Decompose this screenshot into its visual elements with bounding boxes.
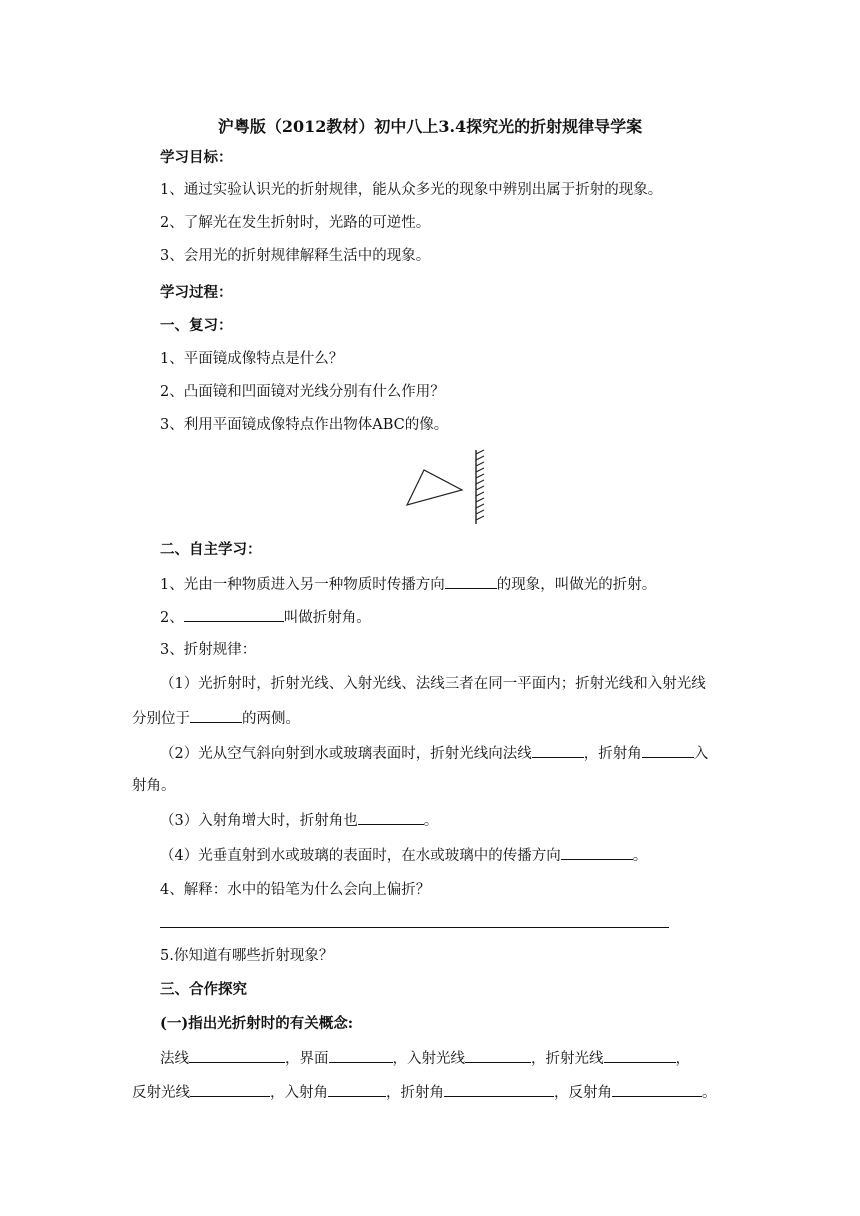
concept-label: ，入射角 <box>270 1085 328 1101</box>
concept-label: 反射光线 <box>132 1085 190 1101</box>
answer-blank[interactable] <box>444 1082 554 1097</box>
q1-text-a: 1、光由一种物质进入另一种物质时传播方向 <box>160 577 445 593</box>
answer-blank[interactable] <box>184 607 284 622</box>
rule-2-text-b: ，折射角 <box>583 746 642 762</box>
cooperate-heading: 三、合作探究 <box>160 981 247 998</box>
concept-label: ，折射光线 <box>531 1051 604 1067</box>
q2-text-b: 叫做折射角。 <box>283 610 371 626</box>
answer-blank[interactable] <box>328 1082 386 1097</box>
q2-text-a: 2、 <box>160 610 184 626</box>
concept-label: ，折射角 <box>386 1085 444 1101</box>
rule-2-text-c: 入 <box>693 746 709 762</box>
self-study-q1 <box>160 574 656 595</box>
concept-label: ，入射光线 <box>392 1051 465 1067</box>
concept-label: ， <box>675 1051 690 1067</box>
rule-3-text-a: （3）入射角增大时，折射角也 <box>160 813 358 829</box>
concept-label: ，反射角 <box>554 1085 612 1101</box>
answer-blank[interactable] <box>532 743 584 758</box>
answer-blank[interactable] <box>561 845 633 860</box>
answer-blank[interactable] <box>329 1048 393 1063</box>
document-title: 沪粤版（2012教材）初中八上3.4探究光的折射规律导学案 <box>217 117 643 136</box>
review-item: 1、平面镜成像特点是什么？ <box>160 351 344 367</box>
rule-3-text-b: 。 <box>423 813 439 829</box>
rule-4-text-b: 。 <box>632 848 648 864</box>
answer-blank[interactable] <box>189 1048 285 1063</box>
objective-item: 3、会用光的折射规律解释生活中的现象。 <box>160 248 431 264</box>
concepts-line-1 <box>160 1048 690 1069</box>
rule-1-text-c: 的两侧。 <box>242 711 300 727</box>
process-heading: 学习过程： <box>160 284 233 301</box>
review-item: 2、凸面镜和凹面镜对光线分别有什么作用？ <box>160 384 445 400</box>
answer-blank[interactable] <box>642 743 694 758</box>
self-study-q5: 5.你知道有哪些折射现象？ <box>160 948 334 964</box>
rule-4-line <box>160 845 647 866</box>
rule-2-text-a: （2）光从空气斜向射到水或玻璃表面时，折射光线向法线 <box>160 746 532 762</box>
self-study-heading: 二、自主学习： <box>160 541 262 558</box>
rule-1-text-b: 分别位于 <box>132 711 190 727</box>
answer-blank[interactable] <box>190 708 242 723</box>
concept-label: ，界面 <box>285 1051 329 1067</box>
answer-blank[interactable] <box>445 574 497 589</box>
self-study-q2 <box>160 607 371 628</box>
rule-2-line-b: 射角。 <box>132 778 176 794</box>
answer-blank[interactable] <box>612 1082 702 1097</box>
rule-4-text-a: （4）光垂直射到水或玻璃的表面时，在水或玻璃中的传播方向 <box>160 848 561 864</box>
objective-item: 1、通过实验认识光的折射规律，能从众多光的现象中辨别出属于折射的现象。 <box>160 182 663 198</box>
mirror-hatching <box>476 450 484 520</box>
answer-line[interactable] <box>160 927 669 928</box>
review-heading: 一、复习： <box>160 317 233 334</box>
review-item: 3、利用平面镜成像特点作出物体ABC的像。 <box>160 417 449 433</box>
rule-1-line-b <box>132 708 300 729</box>
concept-label: 。 <box>702 1085 717 1101</box>
concepts-line-2 <box>132 1082 717 1103</box>
objectives-heading: 学习目标： <box>160 149 233 166</box>
self-study-q4: 4、解释：水中的铅笔为什么会向上偏折？ <box>160 882 431 898</box>
mirror-figure <box>400 448 500 528</box>
concept-label: 法线 <box>160 1051 189 1067</box>
answer-blank[interactable] <box>465 1048 531 1063</box>
rule-2-line-a <box>160 743 708 764</box>
rule-1-line-a: （1）光折射时，折射光线、入射光线、法线三者在同一平面内；折射光线和入射光线 <box>160 676 706 692</box>
self-study-q3: 3、折射规律： <box>160 642 257 658</box>
objective-item: 2、了解光在发生折射时，光路的可逆性。 <box>160 215 431 231</box>
q1-text-b: 的现象，叫做光的折射。 <box>496 577 657 593</box>
answer-blank[interactable] <box>604 1048 676 1063</box>
rule-3-line <box>160 810 438 831</box>
cooperate-subheading: (一)指出光折射时的有关概念: <box>160 1015 354 1032</box>
answer-blank[interactable] <box>358 810 424 825</box>
answer-blank[interactable] <box>190 1082 270 1097</box>
triangle-abc <box>407 470 462 505</box>
